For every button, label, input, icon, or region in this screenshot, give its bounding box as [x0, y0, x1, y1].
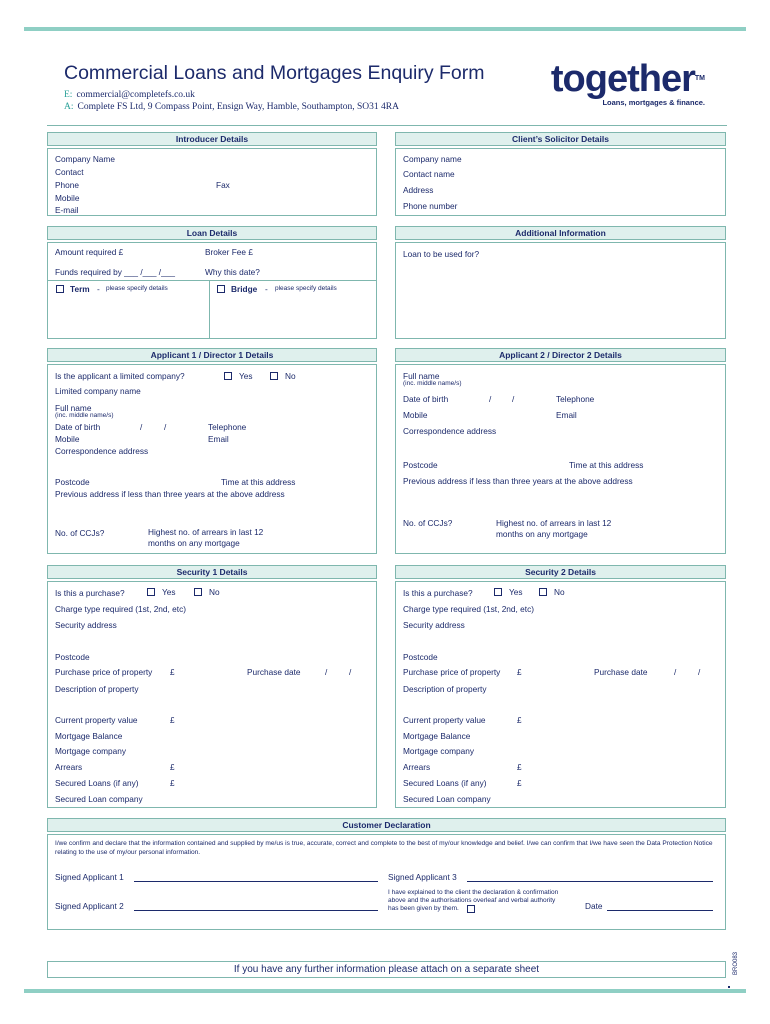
solicitor-address[interactable]: Address: [403, 185, 434, 195]
security2-no-label: No: [554, 587, 565, 597]
security2-purchase-price[interactable]: Purchase price of property: [403, 667, 501, 677]
security1-secured-loan-company[interactable]: Secured Loan company: [55, 794, 143, 804]
applicant2-ccjs[interactable]: No. of CCJs?: [403, 518, 453, 528]
signed-applicant-3-line[interactable]: [467, 881, 713, 882]
applicant1-arrears-line-1[interactable]: Highest no. of arrears in last 12: [148, 527, 264, 537]
applicant2-email[interactable]: Email: [556, 410, 577, 420]
applicant2-dob-slash-1: /: [489, 394, 492, 404]
bridge-note: please specify details: [275, 285, 337, 292]
security1-date-slash-1: /: [325, 667, 328, 677]
security1-purchase-question: Is this a purchase?: [55, 588, 125, 598]
funds-required-by[interactable]: Funds required by ___ /___ /___: [55, 267, 175, 277]
security1-arrears[interactable]: Arrears: [55, 762, 83, 772]
applicant1-postcode[interactable]: Postcode: [55, 477, 90, 487]
security2-current-value-pound: £: [517, 715, 522, 725]
introducer-mobile[interactable]: Mobile: [55, 193, 80, 203]
security1-date-slash-2: /: [349, 667, 352, 677]
introducer-company-name[interactable]: Company Name: [55, 154, 115, 164]
page-title: Commercial Loans and Mortgages Enquiry Form: [64, 62, 485, 84]
explained-line-3: has been given by them.: [388, 905, 459, 912]
security2-yes-label: Yes: [509, 587, 523, 597]
security1-purchase-price-pound: £: [170, 667, 175, 677]
solicitor-heading: Client’s Solicitor Details: [395, 132, 726, 146]
security1-no-label: No: [209, 587, 220, 597]
introducer-heading: Introducer Details: [47, 132, 377, 146]
applicant1-arrears-line-2: months on any mortgage: [148, 538, 240, 548]
security2-mortgage-balance[interactable]: Mortgage Balance: [403, 731, 471, 741]
security2-purchase-no-checkbox[interactable]: [539, 588, 547, 596]
term-checkbox[interactable]: [56, 285, 64, 293]
address-line: [64, 102, 399, 112]
brand-tagline: Loans, mortgages & finance.: [602, 98, 705, 107]
introducer-email[interactable]: E-mail: [55, 205, 79, 215]
signed-applicant-3-label: Signed Applicant 3: [388, 872, 457, 882]
security2-postcode[interactable]: Postcode: [403, 652, 438, 662]
applicant1-middle-names-note: (inc. middle name/s): [55, 412, 114, 419]
applicant1-limited-question: Is the applicant a limited company?: [55, 371, 185, 381]
security2-arrears-pound: £: [517, 762, 522, 772]
why-this-date[interactable]: Why this date?: [205, 267, 260, 277]
signed-applicant-2-line[interactable]: [134, 910, 378, 911]
applicant1-mobile[interactable]: Mobile: [55, 434, 80, 444]
declaration-text: I/we confirm and declare that the information contained and supplied by me/us is true, accurate, correct and complete to the best of my/our knowledge and belief. I/we can confirm that I/we have seen the Data Protection Notice relating to the use of my/our personal information.: [55, 840, 713, 856]
security2-date-slash-2: /: [698, 667, 701, 677]
security2-charge-type[interactable]: Charge type required (1st, 2nd, etc): [403, 604, 534, 614]
broker-fee[interactable]: Broker Fee £: [205, 247, 253, 257]
applicant2-middle-names-note: (inc. middle name/s): [403, 380, 462, 387]
security1-section: [47, 581, 377, 808]
security2-current-value[interactable]: Current property value: [403, 715, 486, 725]
security2-secured-loans-pound: £: [517, 778, 522, 788]
term-label: Term: [70, 284, 90, 294]
top-accent-bar: [24, 27, 746, 31]
applicant2-mobile[interactable]: Mobile: [403, 410, 428, 420]
postal-address: Complete FS Ltd, 9 Compass Point, Ensign Way, Hamble, Southampton, SO31 4RA: [77, 102, 399, 112]
security2-description[interactable]: Description of property: [403, 684, 487, 694]
footer-dot: [728, 986, 730, 988]
applicant2-full-name[interactable]: Full name: [403, 371, 440, 381]
loan-column-divider: [209, 280, 210, 339]
email-line: [64, 90, 195, 100]
security2-mortgage-company[interactable]: Mortgage company: [403, 746, 475, 756]
declaration-heading: Customer Declaration: [47, 818, 726, 832]
applicant1-no-label: No: [285, 371, 296, 381]
security2-secured-loan-company[interactable]: Secured Loan company: [403, 794, 491, 804]
applicant1-previous-address[interactable]: Previous address if less than three years at the above address: [55, 489, 285, 499]
security1-secured-loans-pound: £: [170, 778, 175, 788]
applicant1-email[interactable]: Email: [208, 434, 229, 444]
amount-required[interactable]: Amount required £: [55, 247, 124, 257]
applicant1-yes-label: Yes: [239, 371, 253, 381]
loan-heading: Loan Details: [47, 226, 377, 240]
applicant1-heading: Applicant 1 / Director 1 Details: [47, 348, 377, 362]
security2-purchase-yes-checkbox[interactable]: [494, 588, 502, 596]
security1-secured-loans[interactable]: Secured Loans (if any): [55, 778, 139, 788]
security1-arrears-pound: £: [170, 762, 175, 772]
trademark-mark: TM: [694, 75, 705, 82]
additional-heading: Additional Information: [395, 226, 726, 240]
applicant1-ccjs[interactable]: No. of CCJs?: [55, 528, 105, 538]
introducer-phone[interactable]: Phone: [55, 180, 79, 190]
introducer-fax[interactable]: Fax: [216, 180, 230, 190]
applicant1-limited-no-checkbox[interactable]: [270, 372, 278, 380]
explained-line-1: I have explained to the client the declaration & confirmation: [388, 889, 559, 896]
security1-purchase-date[interactable]: Purchase date: [247, 667, 301, 677]
security1-description[interactable]: Description of property: [55, 684, 139, 694]
signed-applicant-1-label: Signed Applicant 1: [55, 872, 124, 882]
applicant2-correspondence-address[interactable]: Correspondence address: [403, 426, 497, 436]
date-label: Date: [585, 901, 603, 911]
security2-security-address[interactable]: Security address: [403, 620, 465, 630]
applicant1-dob-slash-2: /: [164, 422, 167, 432]
security1-mortgage-balance[interactable]: Mortgage Balance: [55, 731, 123, 741]
security2-arrears[interactable]: Arrears: [403, 762, 431, 772]
applicant1-telephone[interactable]: Telephone: [208, 422, 247, 432]
further-info-note: If you have any further information please attach on a separate sheet: [47, 961, 726, 978]
security1-mortgage-company[interactable]: Mortgage company: [55, 746, 127, 756]
bridge-checkbox[interactable]: [217, 285, 225, 293]
date-line[interactable]: [607, 910, 713, 911]
applicant1-dob[interactable]: Date of birth: [55, 422, 101, 432]
loan-divider: [47, 280, 377, 281]
security2-purchase-price-pound: £: [517, 667, 522, 677]
solicitor-contact-name[interactable]: Contact name: [403, 169, 455, 179]
security2-purchase-question: Is this a purchase?: [403, 588, 473, 598]
loan-use-field[interactable]: Loan to be used for?: [403, 249, 480, 259]
applicant1-dob-slash-1: /: [140, 422, 143, 432]
introducer-contact[interactable]: Contact: [55, 167, 84, 177]
term-dash: -: [97, 284, 100, 294]
applicant2-arrears-line-1[interactable]: Highest no. of arrears in last 12: [496, 518, 612, 528]
applicant1-full-name[interactable]: Full name: [55, 403, 92, 413]
explained-line-2: above and the authorisations overleaf and verbal authority: [388, 897, 556, 904]
security1-purchase-yes-checkbox[interactable]: [147, 588, 155, 596]
applicant2-dob-slash-2: /: [512, 394, 515, 404]
signed-applicant-1-line[interactable]: [134, 881, 378, 882]
security1-security-address[interactable]: Security address: [55, 620, 117, 630]
applicant2-previous-address[interactable]: Previous address if less than three years at the above address: [403, 476, 633, 486]
together-logo: [551, 60, 705, 107]
applicant2-dob[interactable]: Date of birth: [403, 394, 449, 404]
security1-current-value[interactable]: Current property value: [55, 715, 138, 725]
security1-charge-type[interactable]: Charge type required (1st, 2nd, etc): [55, 604, 186, 614]
security2-section: [395, 581, 726, 808]
email-key: E:: [64, 90, 73, 100]
security2-purchase-date[interactable]: Purchase date: [594, 667, 648, 677]
security1-postcode[interactable]: Postcode: [55, 652, 90, 662]
applicant2-heading: Applicant 2 / Director 2 Details: [395, 348, 726, 362]
applicant2-telephone[interactable]: Telephone: [556, 394, 595, 404]
applicant1-time-at-address[interactable]: Time at this address: [221, 477, 296, 487]
explained-checkbox[interactable]: [467, 905, 475, 913]
security1-yes-label: Yes: [162, 587, 176, 597]
form-reference: BRO083: [733, 951, 739, 975]
applicant2-time-at-address[interactable]: Time at this address: [569, 460, 644, 470]
security2-date-slash-1: /: [674, 667, 677, 677]
address-key: A:: [64, 102, 74, 112]
applicant2-arrears-line-2: months on any mortgage: [496, 529, 588, 539]
security1-heading: Security 1 Details: [47, 565, 377, 579]
signed-applicant-2-label: Signed Applicant 2: [55, 901, 124, 911]
security2-secured-loans[interactable]: Secured Loans (if any): [403, 778, 487, 788]
security1-purchase-no-checkbox[interactable]: [194, 588, 202, 596]
solicitor-company-name[interactable]: Company name: [403, 154, 462, 164]
applicant2-postcode[interactable]: Postcode: [403, 460, 438, 470]
form-header: [47, 56, 727, 126]
term-note: please specify details: [106, 285, 168, 292]
security1-purchase-price[interactable]: Purchase price of property: [55, 667, 153, 677]
security1-current-value-pound: £: [170, 715, 175, 725]
security2-heading: Security 2 Details: [395, 565, 726, 579]
applicant1-limited-yes-checkbox[interactable]: [224, 372, 232, 380]
solicitor-phone-number[interactable]: Phone number: [403, 201, 458, 211]
bridge-dash: -: [265, 284, 268, 294]
bridge-label: Bridge: [231, 284, 258, 294]
email-address[interactable]: commercial@completefs.co.uk: [76, 90, 195, 100]
bottom-accent-bar: [24, 989, 746, 993]
applicant1-limited-name[interactable]: Limited company name: [55, 386, 141, 396]
brand-name: together: [550, 58, 695, 100]
applicant1-correspondence-address[interactable]: Correspondence address: [55, 446, 149, 456]
